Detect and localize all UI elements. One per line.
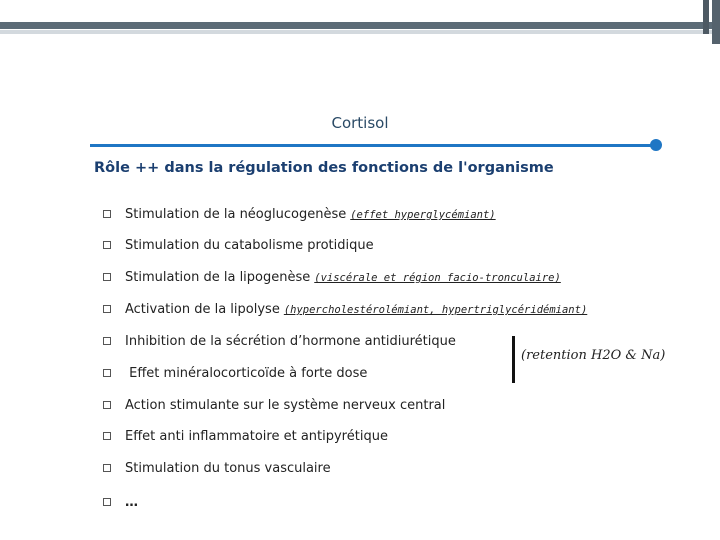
list-item — [103, 398, 445, 413]
bracket-line — [512, 336, 515, 383]
square-bullet-icon — [103, 305, 111, 313]
slide-subtitle: Rôle ++ dans la régulation des fonctions de l'organisme — [94, 160, 554, 176]
square-bullet-icon — [103, 241, 111, 249]
list-item-text: … — [125, 495, 138, 510]
list-item — [103, 495, 138, 510]
list-item-text: Stimulation de la lipogenèse — [125, 270, 311, 285]
list-item-text: Inhibition de la sécrétion d’hormone antidiurétique — [125, 334, 456, 349]
list-item — [103, 334, 456, 349]
bracket-note: (retention H2O & Na) — [521, 348, 666, 363]
list-item-note: (hypercholestérolémiant, hypertriglycéridémiant) — [283, 304, 588, 316]
list-item — [103, 429, 388, 444]
list-item-text: Effet minéralocorticoïde à forte dose — [125, 366, 368, 381]
square-bullet-icon — [103, 464, 111, 472]
list-item-text: Stimulation de la néoglucogenèse — [125, 207, 347, 222]
list-item — [103, 270, 561, 285]
list-item-text: Effet anti inflammatoire et antipyrétique — [125, 429, 388, 444]
square-bullet-icon — [103, 210, 111, 218]
list-item — [103, 461, 331, 476]
square-bullet-icon — [103, 337, 111, 345]
list-item — [103, 238, 374, 253]
list-item-text: Stimulation du catabolisme protidique — [125, 238, 374, 253]
list-item-text: Stimulation du tonus vasculaire — [125, 461, 331, 476]
list-item — [103, 207, 496, 222]
list-item — [103, 302, 587, 317]
square-bullet-icon — [103, 369, 111, 377]
list-item-note: (viscérale et région facio-tronculaire) — [314, 272, 561, 284]
list-item-text: Action stimulante sur le système nerveux central — [125, 398, 446, 413]
square-bullet-icon — [103, 273, 111, 281]
list-item-note: (effet hyperglycémiant) — [350, 209, 496, 221]
list-item-text: Activation de la lipolyse — [125, 302, 280, 317]
square-bullet-icon — [103, 432, 111, 440]
square-bullet-icon — [103, 498, 111, 506]
square-bullet-icon — [103, 401, 111, 409]
slide-title: Cortisol — [331, 114, 389, 132]
list-item — [103, 366, 367, 381]
